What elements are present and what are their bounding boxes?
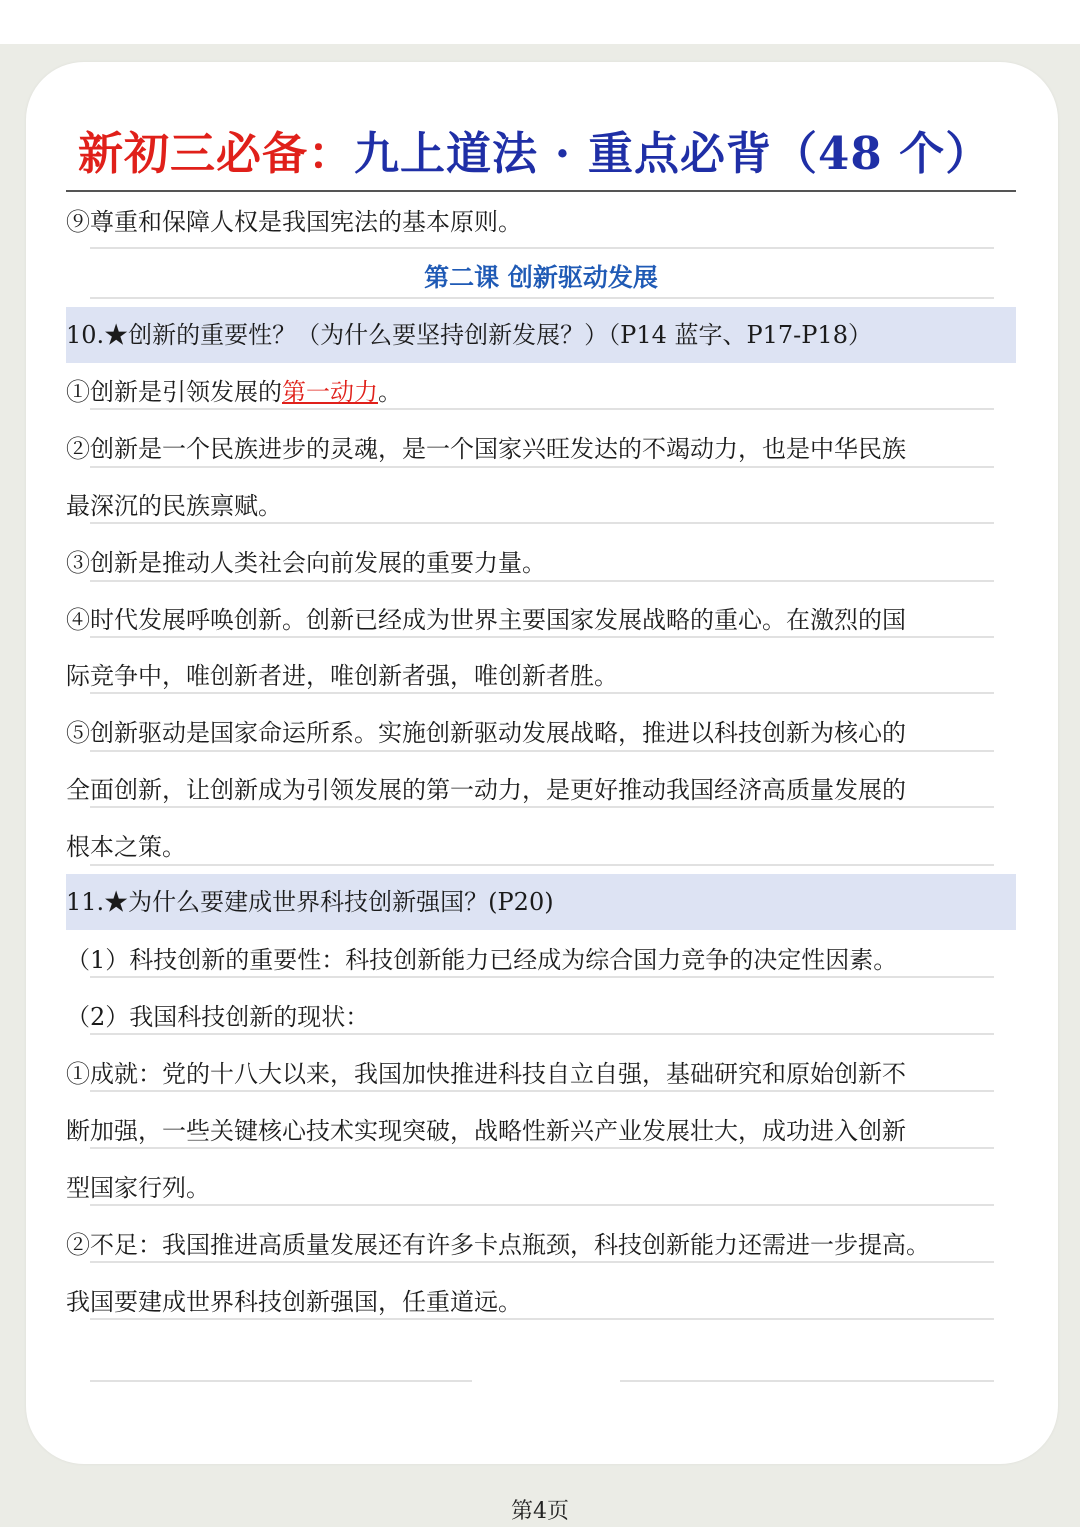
q10-point-1 <box>66 372 402 412</box>
ruled-line <box>90 247 994 249</box>
page-title <box>78 122 1008 186</box>
q11-heading: 11.★为什么要建成世界科技创新强国？(P20) <box>66 888 554 916</box>
title-blue-part: 九上道法 · 重点必背（48 个） <box>354 127 992 180</box>
ruled-line <box>90 864 994 866</box>
q10-point-2-line1: ②创新是一个民族进步的灵魂，是一个国家兴旺发达的不竭动力，也是中华民族 <box>66 435 906 463</box>
q11-sub-1: （1）科技创新的重要性：科技创新能力已经成为综合国力竞争的决定性因素。 <box>66 946 898 974</box>
item-9: ⑨尊重和保障人权是我国宪法的基本原则。 <box>66 208 522 236</box>
q10-point-4-line1: ④时代发展呼唤创新。创新已经成为世界主要国家发展战略的重心。在激烈的国 <box>66 606 906 634</box>
q10-point-4-line2: 际竞争中，唯创新者进，唯创新者强，唯创新者胜。 <box>66 662 618 690</box>
q11-achievement-line2: 断加强，一些关键核心技术实现突破，战略性新兴产业发展壮大，成功进入创新 <box>66 1117 906 1145</box>
q11-shortcoming-line2: 我国要建成世界科技创新强国，任重道远。 <box>66 1288 522 1316</box>
ruled-line <box>90 1380 472 1382</box>
q11-shortcoming-line1: ②不足：我国推进高质量发展还有许多卡点瓶颈，科技创新能力还需进一步提高。 <box>66 1231 930 1259</box>
q10-point-1-highlight: 第一动力 <box>282 378 378 406</box>
lesson-heading: 第二课 创新驱动发展 <box>424 263 658 292</box>
q11-achievement-line1: ①成就：党的十八大以来，我国加快推进科技自立自强，基础研究和原始创新不 <box>66 1060 906 1088</box>
title-red-part: 新初三必备： <box>78 127 355 180</box>
q11-sub-2: （2）我国科技创新的现状： <box>66 1003 370 1031</box>
top-strip <box>0 0 1080 44</box>
q10-point-5-line1: ⑤创新驱动是国家命运所系。实施创新驱动发展战略，推进以科技创新为核心的 <box>66 719 906 747</box>
q10-point-2-line2: 最深沉的民族禀赋。 <box>66 492 282 520</box>
ruled-line <box>90 1204 994 1206</box>
q10-point-5-line3: 根本之策。 <box>66 833 186 861</box>
title-underline <box>66 190 1016 192</box>
ruled-line <box>620 1380 994 1382</box>
page-number: 第4页 <box>511 1499 569 1524</box>
q10-heading: 10.★创新的重要性？（为什么要坚持创新发展？）（P14 蓝字、P17-P18） <box>66 321 872 349</box>
q10-point-3: ③创新是推动人类社会向前发展的重要力量。 <box>66 549 546 577</box>
q10-point-1-text: ①创新是引领发展的 <box>66 378 282 406</box>
q10-point-1-end: 。 <box>378 378 402 406</box>
q10-point-5-line2: 全面创新，让创新成为引领发展的第一动力，是更好推动我国经济高质量发展的 <box>66 776 906 804</box>
q11-achievement-line3: 型国家行列。 <box>66 1174 210 1202</box>
